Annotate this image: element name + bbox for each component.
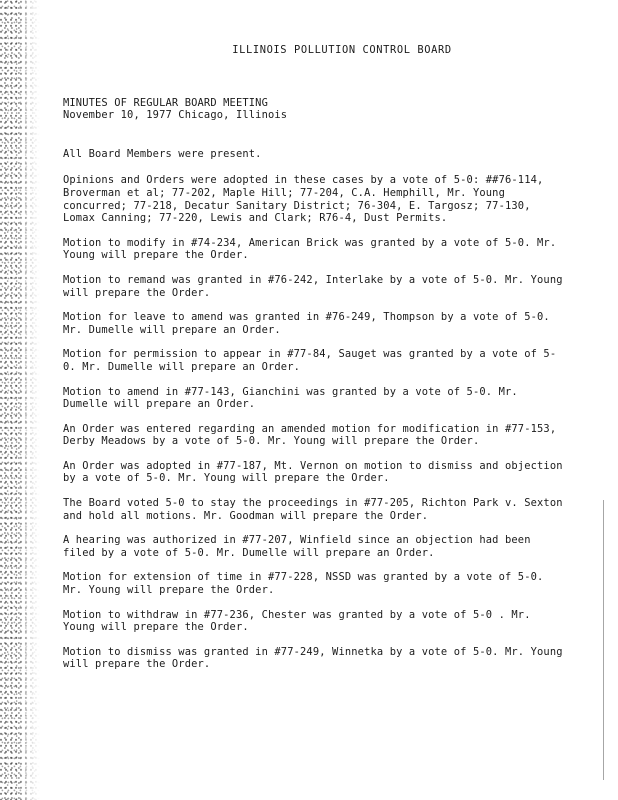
- minutes-paragraph: Motion for permission to appear in #77-84, Sauget was granted by a vote of 5-0. Mr. Dumelle will prepare an Order.: [63, 348, 557, 373]
- minutes-paragraph: Motion for leave to amend was granted in #76-249, Thompson by a vote of 5-0. Mr. Dumelle will prepare an Order.: [63, 311, 550, 336]
- scan-margin-line: [603, 500, 604, 780]
- minutes-paragraph: The Board voted 5-0 to stay the proceedings in #77-205, Richton Park v. Sexton and hold all motions. Mr. Goodman will prepare the Order.: [63, 497, 563, 522]
- minutes-paragraph: Motion to dismiss was granted in #77-249, Winnetka by a vote of 5-0. Mr. Young will prepare the Order.: [63, 645, 563, 671]
- minutes-paragraph: An Order was adopted in #77-187, Mt. Vernon on motion to dismiss and objection by a vote of 5-0. Mr. Young will prepare the Order.: [63, 459, 563, 485]
- minutes-paragraph: Motion to remand was granted in #76-242, Interlake by a vote of 5-0. Mr. Young will prepare the Order.: [63, 273, 563, 299]
- board-name-heading: ILLINOIS POLLUTION CONTROL BOARD: [232, 44, 452, 56]
- meeting-date-location: November 10, 1977 Chicago, Illinois: [63, 109, 288, 122]
- minutes-paragraph: Opinions and Orders were adopted in these cases by a vote of 5-0: ##76-114, Broverman et al; 77-202, Maple Hill; 77-204, C.A. Hemphill, Mr. Young concurred; 77-218, Decatur Sanitary District; 76-304, E. Targosz; 77-130, Lomax Canning; 77-220, Lewis and Clark; R76-4, Dust Permits.: [63, 174, 544, 225]
- minutes-paragraph: An Order was entered regarding an amended motion for modification in #77-153, Derby Meadows by a vote of 5-0. Mr. Young will prepare the Order.: [63, 422, 557, 448]
- minutes-paragraph: Motion to withdraw in #77-236, Chester was granted by a vote of 5-0 . Mr. Young will prepare the Order.: [63, 608, 531, 634]
- minutes-paragraph: Motion to amend in #77-143, Gianchini was granted by a vote of 5-0. Mr. Dumelle will prepare an Order.: [63, 385, 518, 411]
- minutes-paragraph: Motion for extension of time in #77-228, NSSD was granted by a vote of 5-0. Mr. Young will prepare the Order.: [63, 571, 544, 597]
- minutes-document: [63, 40, 563, 671]
- minutes-paragraph: Motion to modify in #74-234, American Brick was granted by a vote of 5-0. Mr. Young will prepare the Order.: [63, 236, 557, 262]
- minutes-title: MINUTES OF REGULAR BOARD MEETING: [63, 96, 268, 109]
- attendance-statement: All Board Members were present.: [63, 147, 262, 160]
- minutes-paragraph: A hearing was authorized in #77-207, Winfield since an objection had been filed by a vote of 5-0. Mr. Dumelle will prepare an Order.: [63, 534, 531, 559]
- scan-edge-noise: [0, 0, 40, 800]
